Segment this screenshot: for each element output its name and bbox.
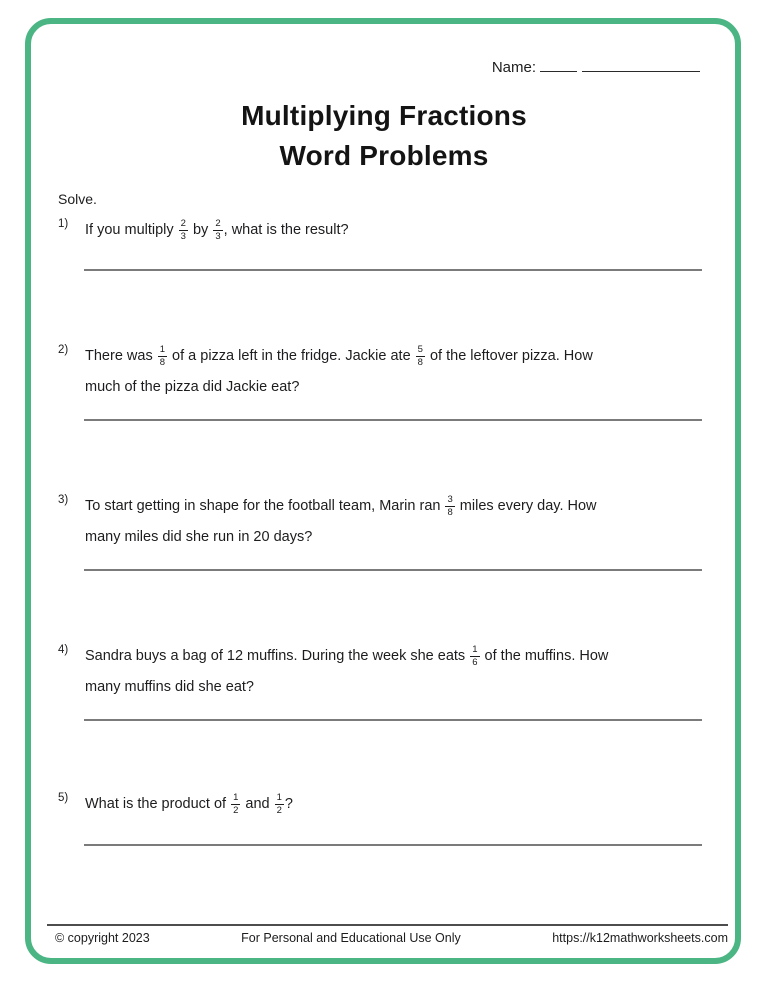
answer-blank [84, 269, 702, 271]
fraction: $\frac{1}{6}$ [472, 643, 478, 668]
fraction: $\frac{2}{3}$ [215, 217, 221, 242]
problem-line: If you multiply $\frac{2}{3}$ by $\frac{2}{3}$ , what is the result? [85, 217, 349, 242]
fraction: $\frac{2}{3}$ [180, 217, 186, 242]
footer-url: https://k12mathworksheets.com [552, 931, 728, 945]
problem-number: 4) [58, 644, 69, 656]
name-row [492, 58, 700, 76]
problem-number: 2) [58, 344, 69, 356]
footer [47, 931, 728, 945]
answer-blank [84, 844, 702, 846]
problem-line: many miles did she run in 20 days? [85, 529, 313, 545]
problem-number: 5) [58, 792, 69, 804]
problem-line: Sandra buys a bag of 12 muffins. During the week she eats $\frac{1}{6}$ of the muffins. How [85, 643, 609, 668]
problem-line: much of the pizza did Jackie eat? [85, 379, 300, 395]
problem-text [85, 789, 293, 820]
problem-line: many muffins did she eat? [85, 679, 254, 695]
problem-number: 1) [58, 218, 69, 230]
fraction: $\frac{5}{8}$ [417, 343, 423, 368]
footer-usage: For Personal and Educational Use Only [241, 931, 461, 945]
fraction: $\frac{1}{8}$ [159, 343, 166, 368]
problem-text [85, 215, 349, 246]
problem-text [85, 491, 597, 553]
name-blank-segment [582, 58, 700, 72]
problem-item [58, 641, 683, 703]
page-title-line2: Word Problems [279, 140, 489, 171]
fraction: $\frac{1}{2}$ [276, 791, 282, 816]
name-label: Name: [491, 59, 536, 76]
problem-text [85, 341, 593, 403]
problem-text [85, 641, 608, 703]
problem-number: 3) [58, 494, 69, 506]
problem-item [58, 215, 683, 246]
problem-line: To start getting in shape for the football team, Marin ran $\frac{3}{8}$ miles every day. How [85, 493, 597, 518]
solve-label: Solve. [58, 191, 97, 207]
problem-item [58, 789, 683, 820]
page-title-line1: Multiplying Fractions [241, 100, 527, 131]
footer-divider [47, 924, 728, 926]
answer-blank [84, 419, 702, 421]
name-blank-segment [540, 58, 577, 72]
problem-line: What is the product of $\frac{1}{2}$ and $\frac{1}{2}$ ? [85, 791, 293, 816]
problem-item [58, 341, 683, 403]
answer-blank [84, 719, 702, 721]
page-title [0, 96, 768, 176]
answer-blank [84, 569, 702, 571]
problem-item [58, 491, 683, 553]
fraction: $\frac{3}{8}$ [447, 493, 453, 518]
problem-line: There was $\frac{1}{8}$ of a pizza left in the fridge. Jackie ate $\frac{5}{8}$ of the leftover pizza. How [85, 343, 593, 368]
footer-copyright: © copyright 2023 [55, 931, 150, 945]
fraction: $\frac{1}{2}$ [233, 791, 239, 816]
